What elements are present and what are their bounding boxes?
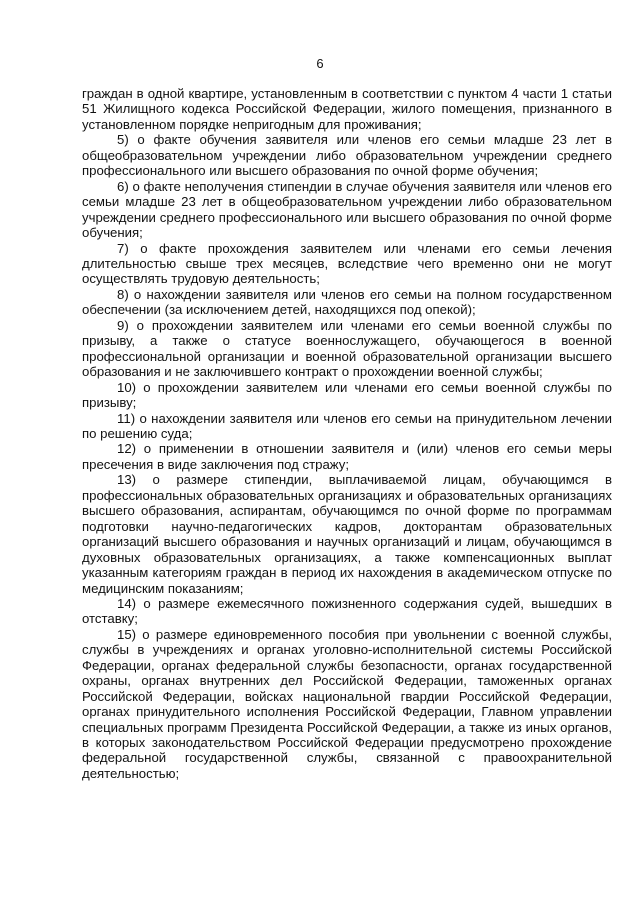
- paragraph-item-15: 15) о размере единовременного пособия при увольнении с военной службы, службы в учреждениях и органах уголовно-исполнительной системы Российской Федерации, органах федеральной службы безопасности, органах государственной охраны, органах внутренних дел Российской Федерации, таможенных органах Российской Федерации, войсках национальной гвардии Российской Федерации, органах принудительного исполнения Российской Федерации, Главном управлении специальных программ Президента Российской Федерации, а также из иных органов, в которых законодательством Российской Федерации предусмотрено прохождение федеральной государственной службы, связанной с правоохранительной деятельностью;: [82, 626, 612, 781]
- paragraph-item-5: 5) о факте обучения заявителя или членов его семьи младше 23 лет в общеобразовательном учреждении либо образовательном учреждении среднего профессионального или высшего образования по очной форме обучения;: [82, 132, 612, 179]
- paragraph-item-6: 6) о факте неполучения стипендии в случае обучения заявителя или членов его семьи младше 23 лет в общеобразовательном учреждении либо образовательном учреждении среднего профессионального или высшего образования по очной форме обучения;: [82, 178, 612, 241]
- paragraph-item-8: 8) о нахождении заявителя или членов его семьи на полном государственном обеспечении (за исключением детей, находящихся под опекой);: [82, 286, 612, 318]
- paragraph-item-11: 11) о нахождении заявителя или членов его семьи на принудительном лечении по решению суда;: [82, 410, 612, 441]
- body-text: [82, 86, 612, 781]
- paragraph-item-10: 10) о прохождении заявителем или членами его семьи военной службы по призыву;: [82, 379, 612, 411]
- paragraph-item-14: 14) о размере ежемесячного пожизненного содержания судей, вышедших в отставку;: [82, 595, 612, 627]
- paragraph-item-9: 9) о прохождении заявителем или членами его семьи военной службы по призыву, а также о статусе военнослужащего, обучающегося в военной профессиональной организации и военной образовательной организации высшего образования и не заключившего контракт о прохождении военной службы;: [82, 317, 612, 380]
- page-number: 6: [316, 56, 324, 71]
- paragraph-item-12: 12) о применении в отношении заявителя и (или) членов его семьи меры пресечения в виде заключения под стражу;: [82, 441, 612, 472]
- paragraph-item-13: 13) о размере стипендии, выплачиваемой лицам, обучающимся в профессиональных образовательных организациях и образовательных организациях высшего образования, аспирантам, обучающимся по очной форме по программам подготовки научно-педагогических кадров, докторантам образовательных организаций высшего образования и научных организаций и лицам, обучающимся в духовных образовательных организациях, а также компенсационных выплат указанным категориям граждан в период их нахождения в академическом отпуске по медицинским показаниям;: [82, 472, 612, 596]
- paragraph-item-7: 7) о факте прохождения заявителем или членами его семьи лечения длительностью свыше трех месяцев, вследствие чего временно они не могут осуществлять трудовую деятельность;: [82, 240, 612, 287]
- paragraph-continuation: граждан в одной квартире, установленным в соответствии с пунктом 4 части 1 статьи 51 Жилищного кодекса Российской Федерации, жилого помещения, признанного в установленном порядке непригодным для проживания;: [82, 86, 612, 132]
